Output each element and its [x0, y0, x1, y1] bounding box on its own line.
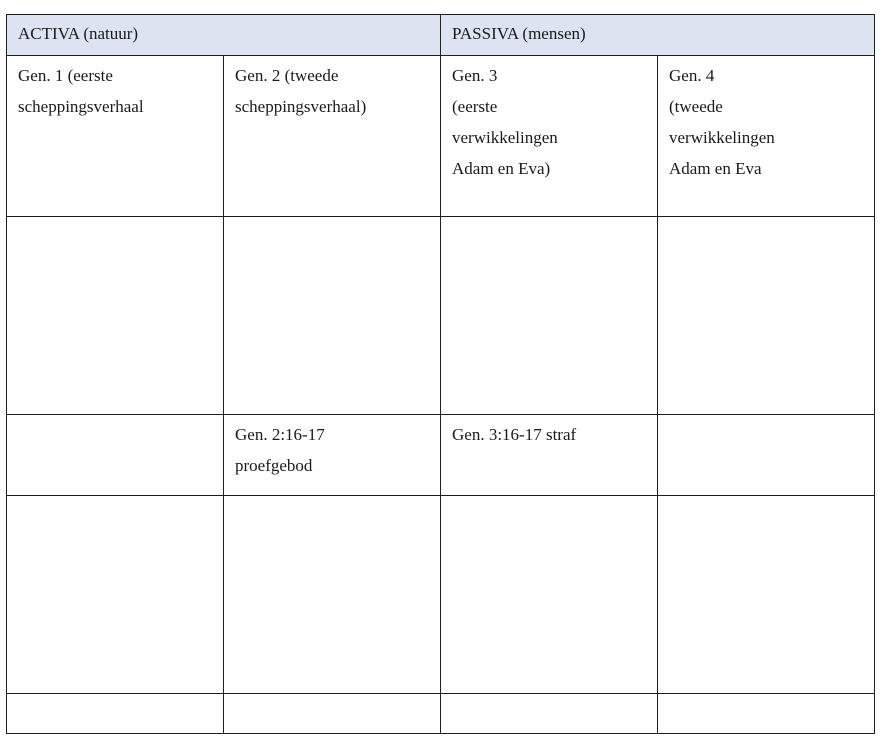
cell-text: Gen. 3:16-17 straf: [452, 425, 577, 444]
table-cell: [658, 415, 875, 496]
comparison-table: [6, 14, 875, 734]
table-cell: [441, 56, 658, 217]
table-cell: [658, 694, 875, 734]
activa-header-cell: [7, 15, 441, 56]
table-cell: [658, 496, 875, 694]
table-cell: [7, 496, 224, 694]
table-row: [7, 217, 875, 415]
cell-text: scheppingsverhaal): [235, 97, 367, 116]
table-cell: [441, 694, 658, 734]
table-cell: [658, 217, 875, 415]
table-cell: [441, 217, 658, 415]
table-cell: [7, 415, 224, 496]
table-cell: [441, 496, 658, 694]
cell-text: verwikkelingen: [669, 128, 775, 147]
cell-text: Gen. 4: [669, 66, 715, 85]
activa-header-label: ACTIVA (natuur): [18, 24, 139, 43]
table-header-row: [7, 15, 875, 56]
cell-text: verwikkelingen: [452, 128, 558, 147]
table-row: [7, 56, 875, 217]
table-row: [7, 415, 875, 496]
cell-text: Gen. 2:16-17: [235, 425, 325, 444]
cell-text: Adam en Eva: [669, 159, 762, 178]
table-cell: [658, 56, 875, 217]
cell-text: (tweede: [669, 97, 723, 116]
table-cell: [224, 56, 441, 217]
table-cell: [224, 496, 441, 694]
cell-text: proefgebod: [235, 456, 313, 475]
passiva-header-cell: [441, 15, 875, 56]
table-row: [7, 694, 875, 734]
table-cell: [7, 56, 224, 217]
table-row: [7, 496, 875, 694]
cell-text: Adam en Eva): [452, 159, 551, 178]
cell-text: Gen. 1 (eerste: [18, 66, 113, 85]
passiva-header-label: PASSIVA (mensen): [452, 24, 586, 43]
cell-text: scheppingsverhaal: [18, 97, 144, 116]
cell-text: (eerste: [452, 97, 498, 116]
table-cell: [7, 694, 224, 734]
table-cell: [224, 217, 441, 415]
table-cell: [224, 415, 441, 496]
table-cell: [441, 415, 658, 496]
cell-text: Gen. 2 (tweede: [235, 66, 339, 85]
table-cell: [224, 694, 441, 734]
cell-text: Gen. 3: [452, 66, 498, 85]
table-cell: [7, 217, 224, 415]
